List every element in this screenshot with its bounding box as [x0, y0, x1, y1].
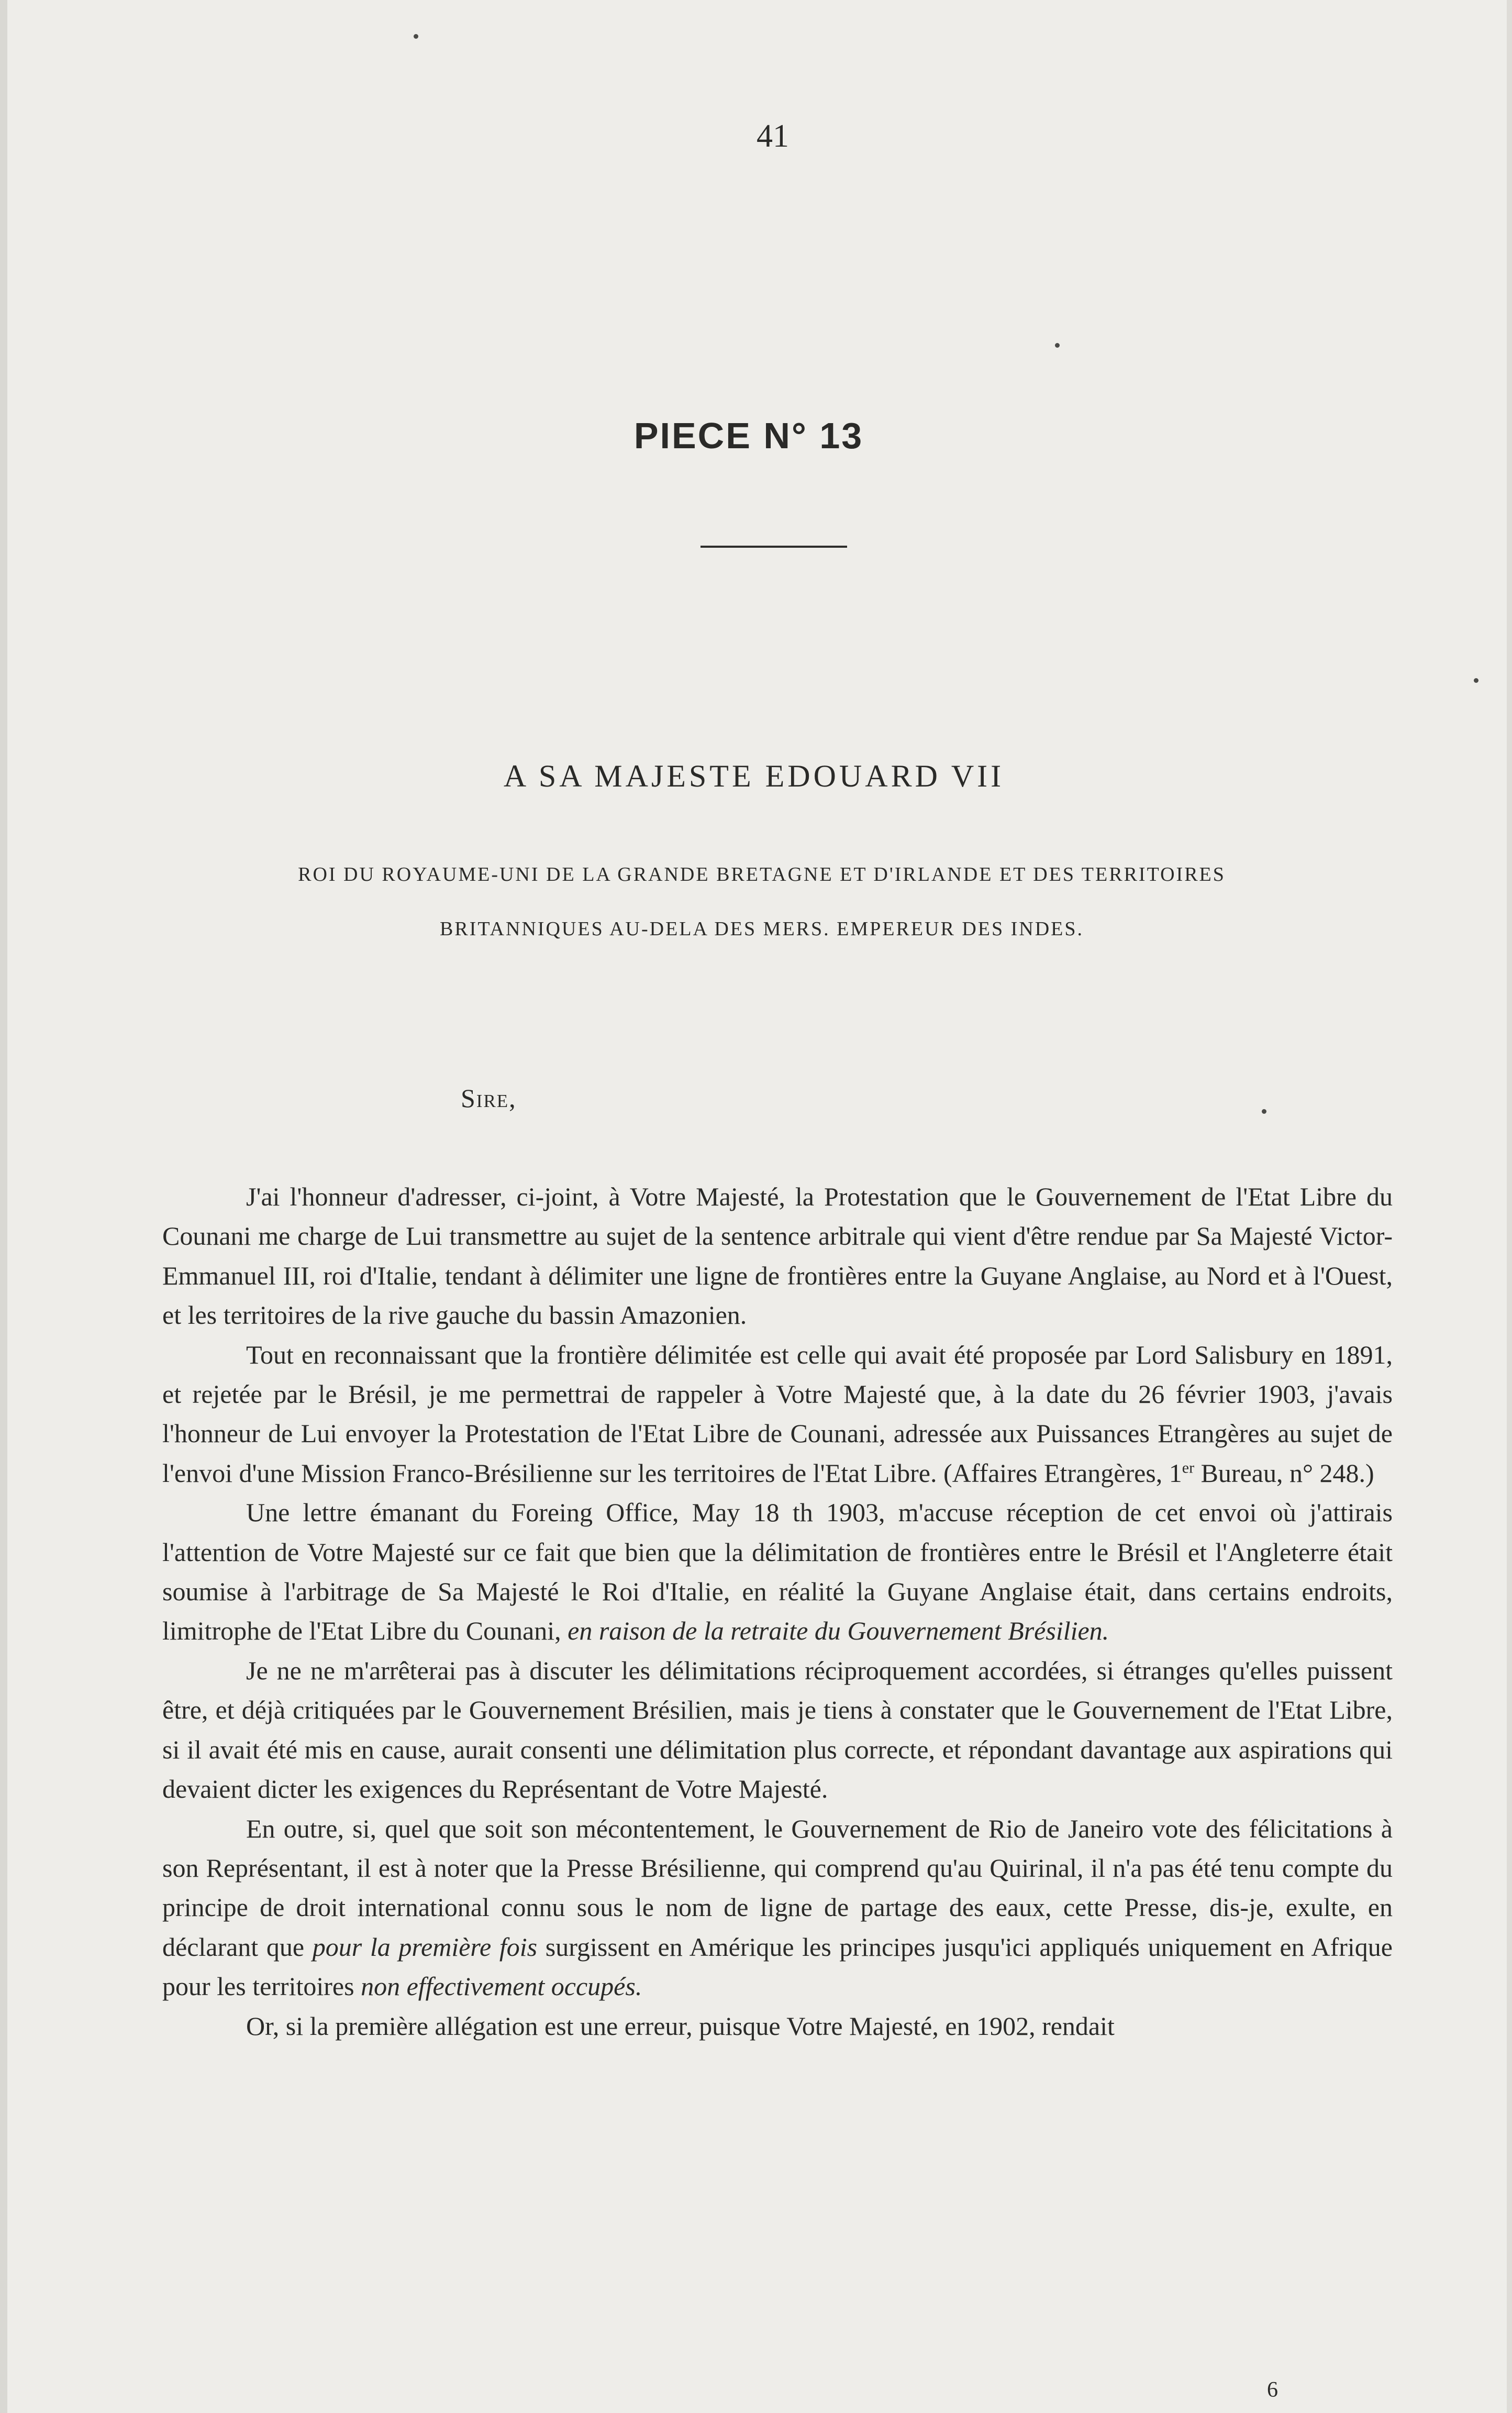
- paragraph-2: [162, 1335, 1393, 1493]
- scan-edge-left: [0, 0, 7, 2413]
- paragraph-3-text: Une lettre émanant du Foreing Office, May 18 th 1903, m'accuse réception de cet envoi où j'attirais l'attention de Votre Majesté sur ce fait que bien que la délimitation de frontières entre le Brésil et l'Angleterre était soumise à l'arbitrage de Sa Majesté le Roi d'Italie, en réalité la Guyane Anglaise était, dans certains endroits, limitrophe de l'Etat Libre du Counani,: [162, 1498, 1393, 1646]
- scan-edge-right: [1507, 0, 1512, 2413]
- paragraph-4-text: Je ne ne m'arrêterai pas à discuter les délimitations réciproquement accordées, si étranges qu'elles puissent être, et déjà critiquées par le Gouvernement Brésilien, mais je tiens à constater que le Gouvernement de l'Etat Libre, si il avait été mis en cause, aurait consenti une délimitation plus correcte, et répondant davantage aux aspirations qui devaient dicter les exigences du Représentant de Votre Majesté.: [162, 1655, 1393, 1804]
- addressee-heading: A SA MAJESTE EDOUARD VII: [503, 759, 1005, 793]
- paragraph-5-italic-2: non effectivement occupés.: [361, 1972, 642, 2001]
- paragraph-6-text: Or, si la première allégation est une erreur, puisque Votre Majesté, en 1902, rendait: [246, 2011, 1115, 2041]
- paragraph-6: [162, 2007, 1393, 2046]
- paragraph-5-text: En outre, si, quel que soit son mécontentement, le Gouvernement de Rio de Janeiro vote des félicitations à son Représentant, il est à noter que la Presse Brésilienne, qui comprend qu'au Quirinal, il n'a pas été tenu compte du principe de droit international connu sous le nom de ligne de partage des eaux, cette Presse, dis-je, exulte, en déclarant que: [162, 1813, 1393, 1962]
- paragraph-2-text-end: Bureau, n° 248.): [1194, 1458, 1374, 1488]
- royal-titles-line-1: ROI DU ROYAUME-UNI DE LA GRANDE BRETAGNE ET D'IRLANDE ET DES TERRITOIRES: [298, 864, 1226, 885]
- royal-titles-line-2: BRITANNIQUES AU-DELA DES MERS. EMPEREUR DES INDES.: [439, 918, 1084, 940]
- title-divider: [701, 546, 847, 548]
- paragraph-4: [162, 1651, 1393, 1809]
- paragraph-1: [162, 1177, 1393, 1335]
- paragraph-5: [162, 1809, 1393, 2007]
- page-number: 41: [757, 118, 789, 154]
- paragraph-3: [162, 1493, 1393, 1651]
- salutation: Sire,: [461, 1083, 517, 1113]
- ordinal-superscript: er: [1182, 1459, 1195, 1477]
- paragraph-1-text: J'ai l'honneur d'adresser, ci-joint, à Votre Majesté, la Protestation que le Gouvernement de l'Etat Libre du Counani me charge de Lui transmettre au sujet de la sentence arbitrale qui vient d'être rendue par Sa Majesté Victor-Emmanuel III, roi d'Italie, tendant à délimiter une ligne de frontières entre la Guyane Anglaise, au Nord et à l'Ouest, et les territoires de la rive gauche du bassin Amazonien.: [162, 1182, 1393, 1330]
- letter-body: [162, 1177, 1393, 2046]
- scan-speck: [1474, 678, 1478, 683]
- paragraph-2-text: Tout en reconnaissant que la frontière délimitée est celle qui avait été proposée par Lord Salisbury en 1891, et rejetée par le Brésil, je me permettrai de rappeler à Votre Majesté que, à la date du 26 février 1903, j'avais l'honneur de Lui envoyer la Protestation de l'Etat Libre de Counani, adressée aux Puissances Etrangères au sujet de l'envoi d'une Mission Franco-Brésilienne sur les territoires de l'Etat Libre. (Affaires Etrangères, 1: [162, 1340, 1393, 1488]
- paragraph-3-italic: en raison de la retraite du Gouvernement Brésilien.: [568, 1616, 1109, 1646]
- scan-speck: [1055, 343, 1060, 348]
- piece-title: PIECE N° 13: [633, 415, 864, 456]
- scan-speck: [1262, 1109, 1266, 1114]
- signature-mark: 6: [1267, 2378, 1278, 2402]
- paragraph-5-text-mid: surgissent en Amérique les principes jusqu'ici appliqués uniquement en Afrique pour les territoires: [162, 1932, 1393, 2001]
- scan-speck: [414, 34, 418, 39]
- paragraph-5-italic-1: pour la première fois: [312, 1932, 538, 1962]
